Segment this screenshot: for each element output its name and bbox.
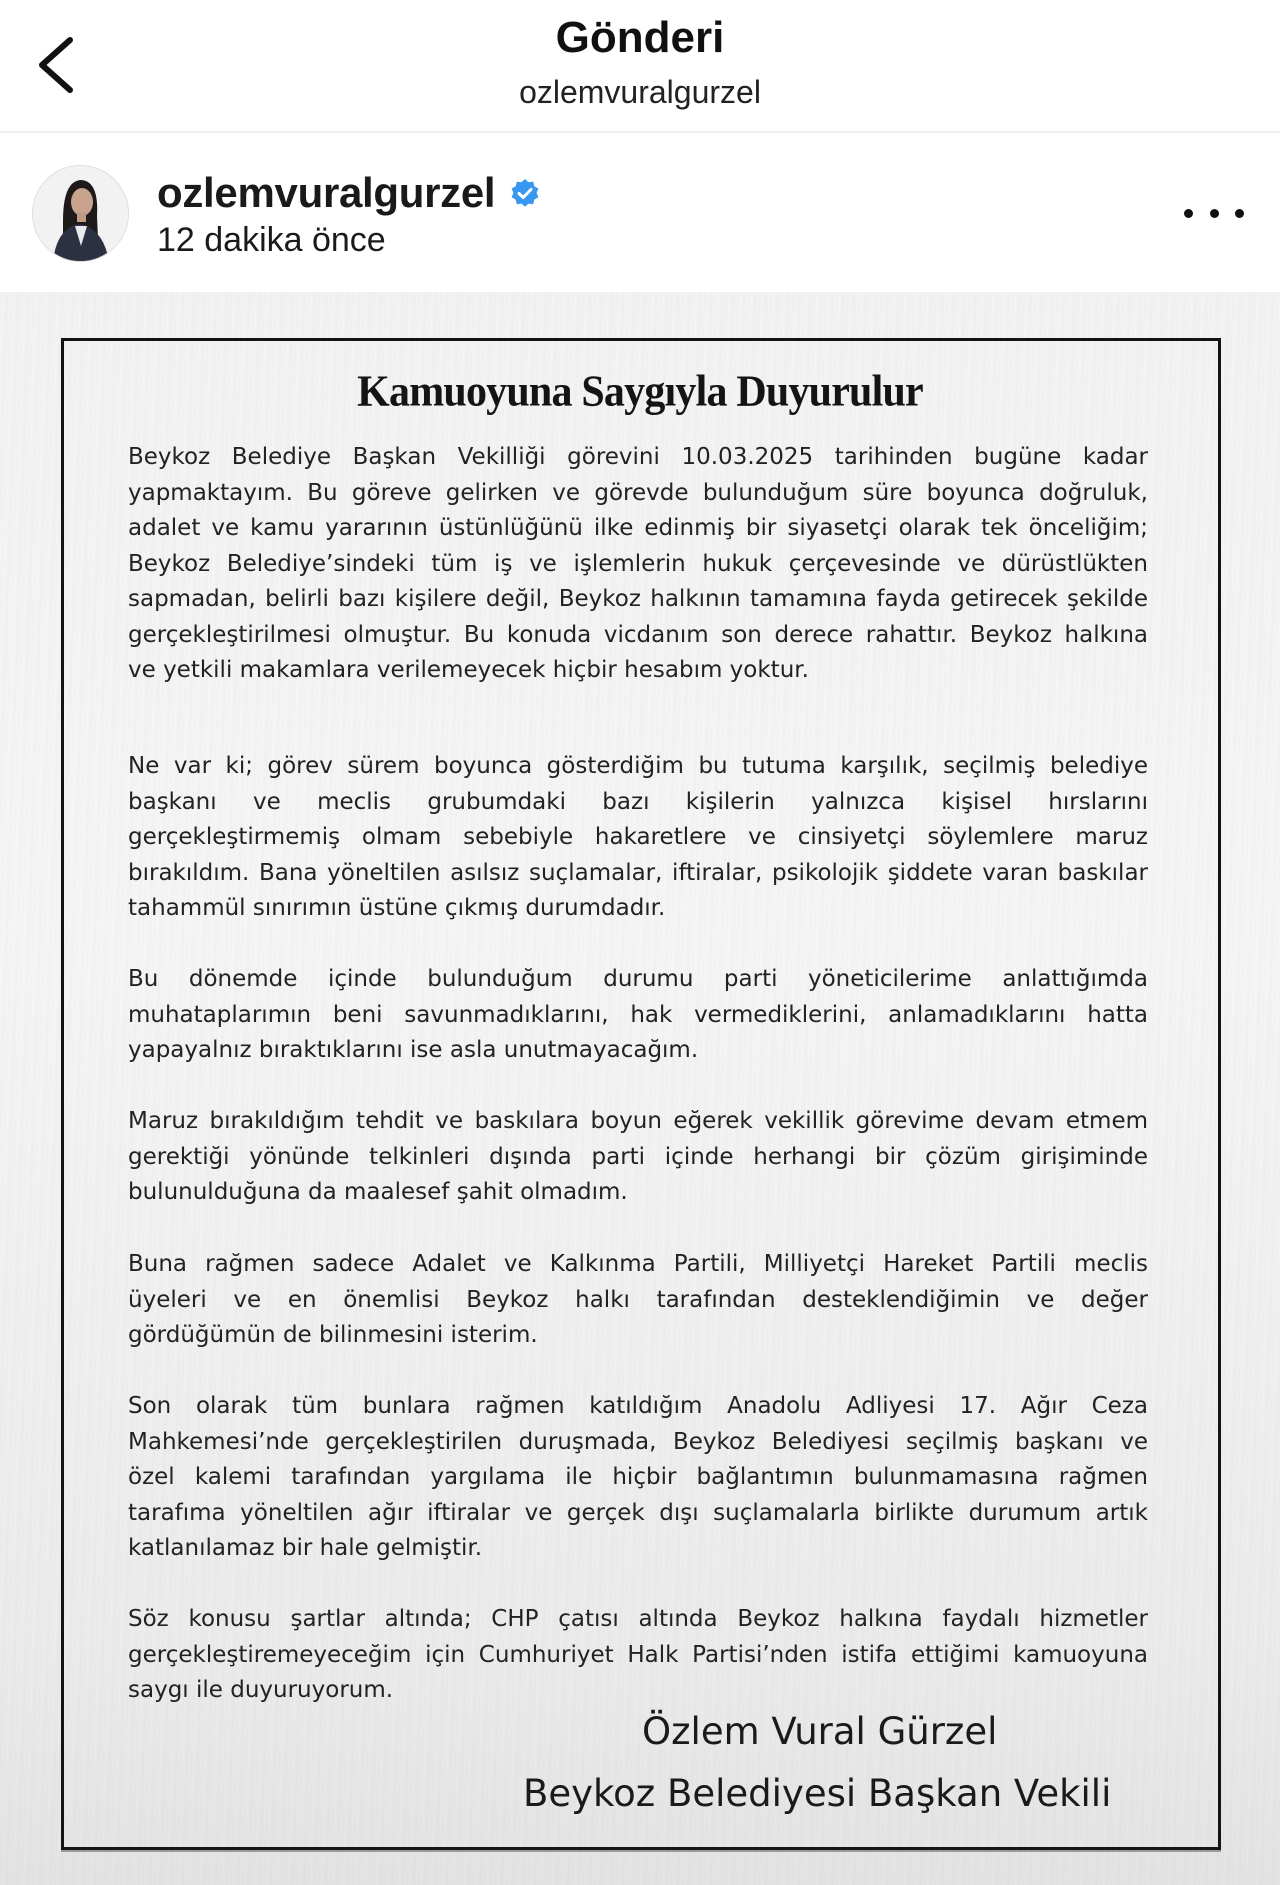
document-line: bulunulduğuna da maalesef şahit olmadım. — [128, 1179, 628, 1205]
post-image[interactable] — [0, 292, 1280, 1885]
document-line: Mahkemesi’nde gerçekleştirilen duruşmada, Beykoz Belediyesi seçilmiş başkanı ve — [128, 1428, 1148, 1455]
document-line: gerektiği yönünde telkinleri dışında parti içinde herhangi bir çözüm girişiminde — [128, 1143, 1148, 1170]
document-line: üyeleri ve en önemlisi Beykoz halkı tarafından desteklendiğimin ve değer — [128, 1286, 1148, 1313]
post-author-row — [0, 133, 1280, 291]
post-timestamp: 12 dakika önce — [157, 221, 386, 259]
document-line: gördüğümün de bilinmesini isterim. — [128, 1322, 538, 1348]
document-line: Beykoz Belediye’sindeki tüm iş ve işlemlerin hukuk çerçevesinde ve dürüstlükten — [128, 550, 1148, 577]
document-line: muhataplarımın beni savunmadıklarını, hak vermediklerini, anlamadıklarını hatta — [128, 1001, 1148, 1028]
document-line: tarafıma yöneltilen ağır iftiralar ve gerçek dışı suçlamalarla birlikte durumum artık — [128, 1499, 1148, 1526]
document-line: adalet ve kamu yararının üstünlüğünü ilke edinmiş bir siyasetçi olarak tek önceliğim; — [128, 515, 1148, 541]
document-line: Buna rağmen sadece Adalet ve Kalkınma Partili, Milliyetçi Hareket Partili meclis — [128, 1251, 1148, 1277]
document-line: gerçekleştirilmesi olmuştur. Bu konuda vicdanım son derece rahattır. Beykoz halkına — [128, 621, 1148, 648]
document-line: ve yetkili makamlara verilemeyecek hiçbir hesabım yoktur. — [128, 657, 809, 683]
document-line: saygı ile duyuruyorum. — [128, 1677, 394, 1703]
document-line: yapayalnız bıraktıklarını ise asla unutmayacağım. — [128, 1037, 699, 1063]
more-horizontal-icon — [1235, 209, 1244, 218]
more-horizontal-icon — [1184, 209, 1193, 218]
verified-badge-icon — [509, 177, 541, 209]
avatar[interactable] — [32, 165, 129, 262]
document-line: Söz konusu şartlar altında; CHP çatısı altında Beykoz halkına faydalı hizmetler — [128, 1606, 1148, 1632]
document-line: Son olarak tüm bunlara rağmen katıldığım Anadolu Adliyesi 17. Ağır Ceza — [128, 1393, 1148, 1419]
document-line: özel kalemi tarafından yargılama ile hiçbir bağlantımın bulunmamasına rağmen — [128, 1464, 1148, 1490]
document-line: katlanılamaz bir hale gelmiştir. — [128, 1535, 483, 1561]
document-line: başkanı ve meclis grubumdaki bazı kişilerin yalnızca kişisel hırslarını — [128, 788, 1148, 815]
document-line: Ne var ki; görev sürem boyunca gösterdiğim bu tutuma karşılık, seçilmiş belediye — [128, 753, 1148, 779]
document-line: Bu dönemde içinde bulunduğum durumu parti yöneticilerime anlattığımda — [128, 966, 1148, 992]
signature-title: Beykoz Belediyesi Başkan Vekili — [523, 1772, 1112, 1815]
signature-name: Özlem Vural Gürzel — [642, 1710, 998, 1753]
profile-photo — [33, 166, 128, 261]
document-line: tahammül sınırımın üstüne çıkmış durumdadır. — [128, 895, 666, 921]
more-horizontal-icon — [1210, 209, 1219, 218]
document-title: Kamuoyuna Saygıyla Duyurulur — [357, 367, 923, 417]
document-line: yapmaktayım. Bu göreve gelirken ve görevde bulunduğum süre boyunca doğruluk, — [128, 479, 1148, 506]
username-row — [157, 167, 541, 219]
document-line: Maruz bırakıldığım tehdit ve baskılara boyun eğerek vekillik görevime devam etmem — [128, 1108, 1148, 1134]
username[interactable]: ozlemvuralgurzel — [157, 169, 496, 216]
top-bar — [0, 0, 1280, 133]
document-line: Beykoz Belediye Başkan Vekilliği görevini 10.03.2025 tarihinden bugüne kadar — [128, 444, 1148, 470]
document-line: gerçekleştirmemiş olmam sebebiyle hakaretlere ve cinsiyetçi söylemlere maruz — [128, 824, 1148, 850]
more-options-button[interactable] — [1184, 200, 1244, 226]
document-line: gerçekleştiremeyeceğim için Cumhuriyet Halk Partisi’nden istifa ettiğimi kamuoyuna — [128, 1641, 1148, 1668]
page-subtitle: ozlemvuralgurzel — [519, 74, 761, 110]
page-title: Gönderi — [555, 13, 725, 62]
document-line: bırakıldım. Bana yöneltilen asılsız suçlamalar, iftiralar, psikolojik şiddete varan baskılar — [128, 859, 1148, 886]
document-line: sapmadan, belirli bazı kişilere değil, Beykoz halkının tamamına fayda getirecek şekilde — [128, 586, 1148, 612]
